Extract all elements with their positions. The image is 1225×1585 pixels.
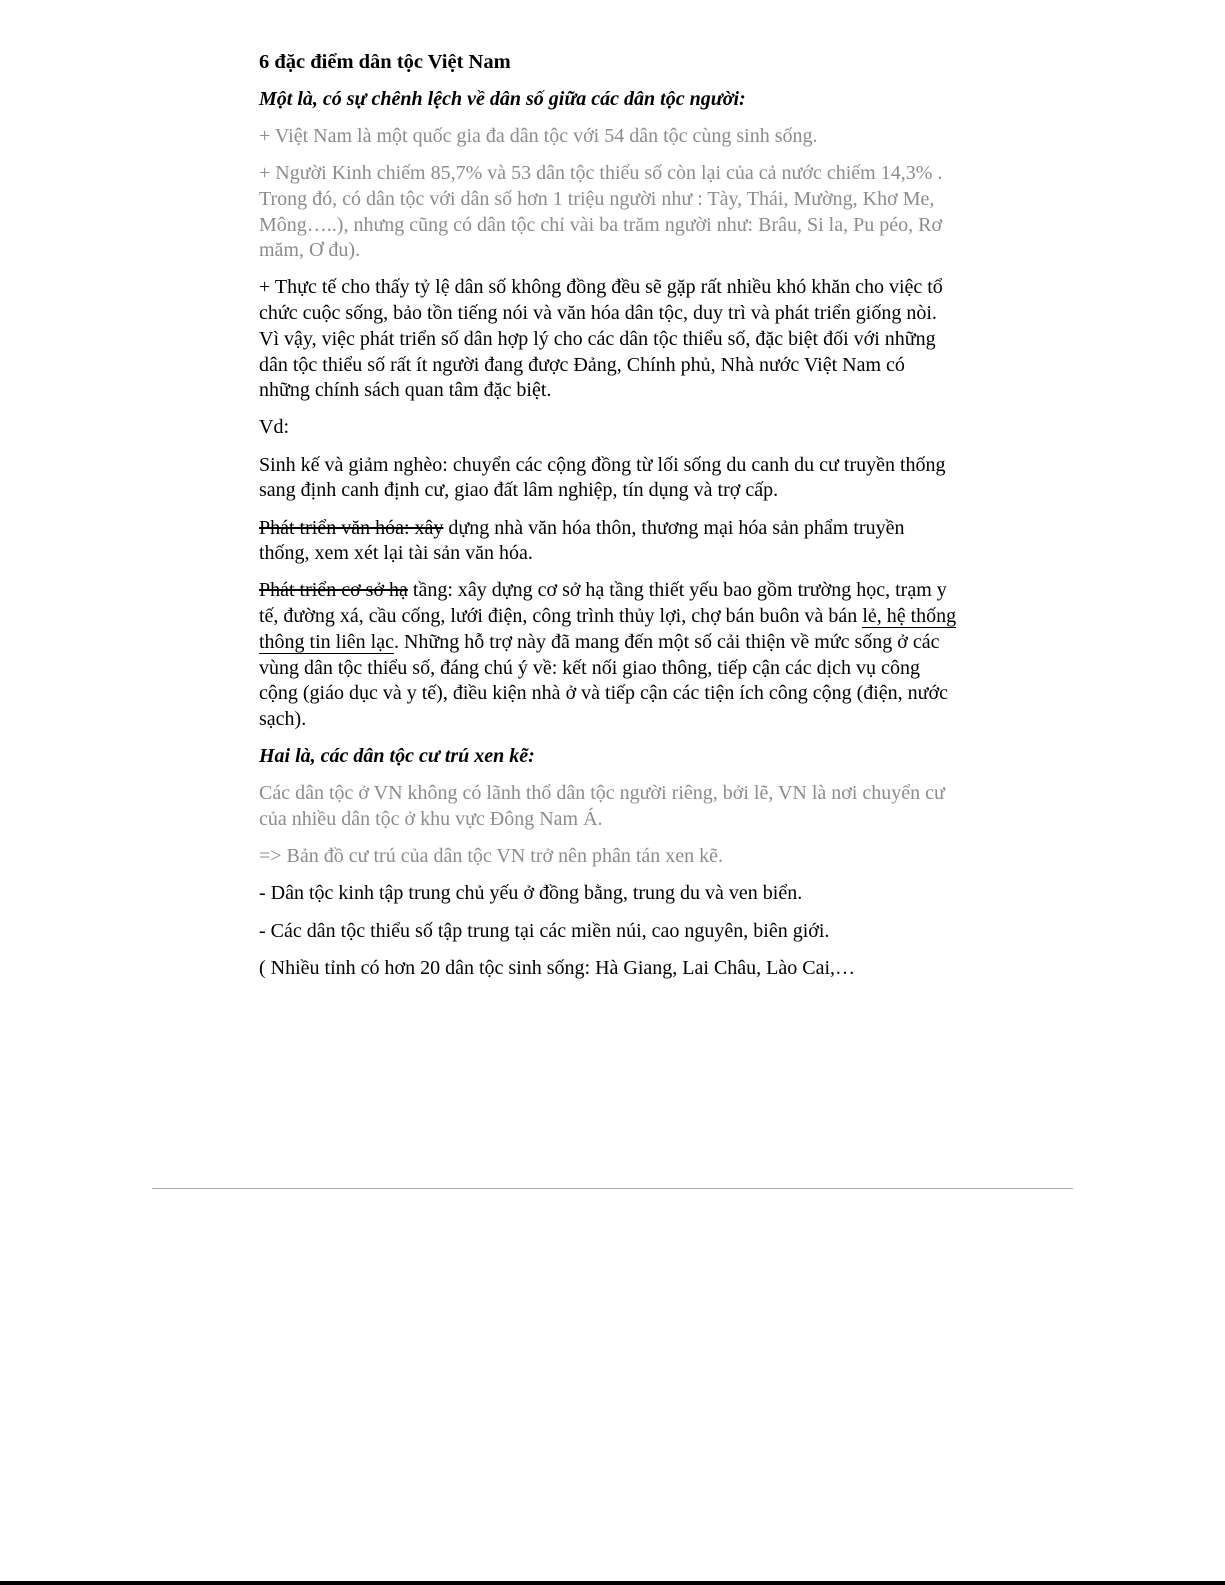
section-heading-1: Một là, có sự chênh lệch về dân số giữa các dân tộc người:: [259, 87, 746, 110]
paragraph-text: . Những hỗ trợ này đã mang đến một số cải thiện về mức sống ở các vùng dân tộc thiểu số, đáng chú ý về: kết nối giao thông, tiếp cận các dịch vụ công cộng (giáo dục và y tế), điều kiện nhà ở và tiếp cận các tiện ích công cộng (điện, nước sạch).: [259, 630, 948, 730]
paragraph-no-territory: Các dân tộc ở VN không có lãnh thổ dân tộc người riêng, bởi lẽ, VN là nơi chuyển cư của nhiều dân tộc ở khu vực Đông Nam Á.: [259, 782, 945, 831]
paragraph-text: tầng: xây dựng cơ sở hạ tầng thiết yếu bao gồm trường học, trạm y tế, đường xá, cầu cống, lưới điện, công trình thủy lợi, chợ bán buôn và bán: [259, 579, 947, 628]
paragraph-provinces: ( Nhiều tỉnh có hơn 20 dân tộc sinh sống: Hà Giang, Lai Châu, Lào Cai,…: [259, 956, 856, 979]
struck-text: Phát triển văn hóa: xây: [259, 516, 444, 539]
section-heading-2: Hai là, các dân tộc cư trú xen kẽ:: [259, 745, 535, 768]
paragraph-example-label: Vd:: [259, 416, 289, 439]
document-page: [259, 50, 959, 993]
paragraph-scattered-map: => Bản đồ cư trú của dân tộc VN trở nên phân tán xen kẽ.: [259, 845, 724, 868]
paragraph-population-policy: + Thực tế cho thấy tỷ lệ dân số không đồng đều sẽ gặp rất nhiều khó khăn cho việc tổ chức cuộc sống, bảo tồn tiếng nói và văn hóa dân tộc, duy trì và phát triển giống nòi. Vì vậy, việc phát triển số dân hợp lý cho các dân tộc thiểu số, đặc biệt đối với những dân tộc thiểu số rất ít người đang được Đảng, Chính phủ, Nhà nước Việt Nam có những chính sách quan tâm đặc biệt.: [259, 276, 943, 402]
paragraph-minority-distribution: - Các dân tộc thiểu số tập trung tại các miền núi, cao nguyên, biên giới.: [259, 919, 830, 942]
paragraph-livelihood: Sinh kế và giảm nghèo: chuyển các cộng đồng từ lối sống du canh du cư truyền thống sang định canh định cư, giao đất lâm nghiệp, tín dụng và trợ cấp.: [259, 453, 946, 502]
paragraph-ethnic-count: + Việt Nam là một quốc gia đa dân tộc với 54 dân tộc cùng sinh sống.: [259, 124, 818, 147]
struck-text: Phát triển cơ sở hạ: [259, 579, 408, 602]
bottom-edge-bar: [0, 1581, 1225, 1585]
paragraph-infrastructure: [259, 578, 959, 732]
document-title: 6 đặc điểm dân tộc Việt Nam: [259, 51, 511, 73]
underlined-text: lẻ, hệ thống thông tin liên lạc: [259, 605, 957, 653]
paragraph-kinh-distribution: - Dân tộc kinh tập trung chủ yếu ở đồng bằng, trung du và ven biển.: [259, 882, 803, 905]
page-divider: [152, 1188, 1073, 1189]
paragraph-population-share: + Người Kinh chiếm 85,7% và 53 dân tộc thiểu số còn lại của cả nước chiếm 14,3% . Trong đó, có dân tộc với dân số hơn 1 triệu người như : Tày, Thái, Mường, Khơ Me, Mông…..), nhưng cũng có dân tộc chỉ vài ba trăm người như: Brâu, Si la, Pu péo, Rơ măm, Ơ đu).: [259, 162, 943, 262]
paragraph-text: dựng nhà văn hóa thôn, thương mại hóa sản phẩm truyền thống, xem xét lại tài sản văn hóa.: [259, 516, 905, 565]
paragraph-culture: [259, 516, 959, 567]
